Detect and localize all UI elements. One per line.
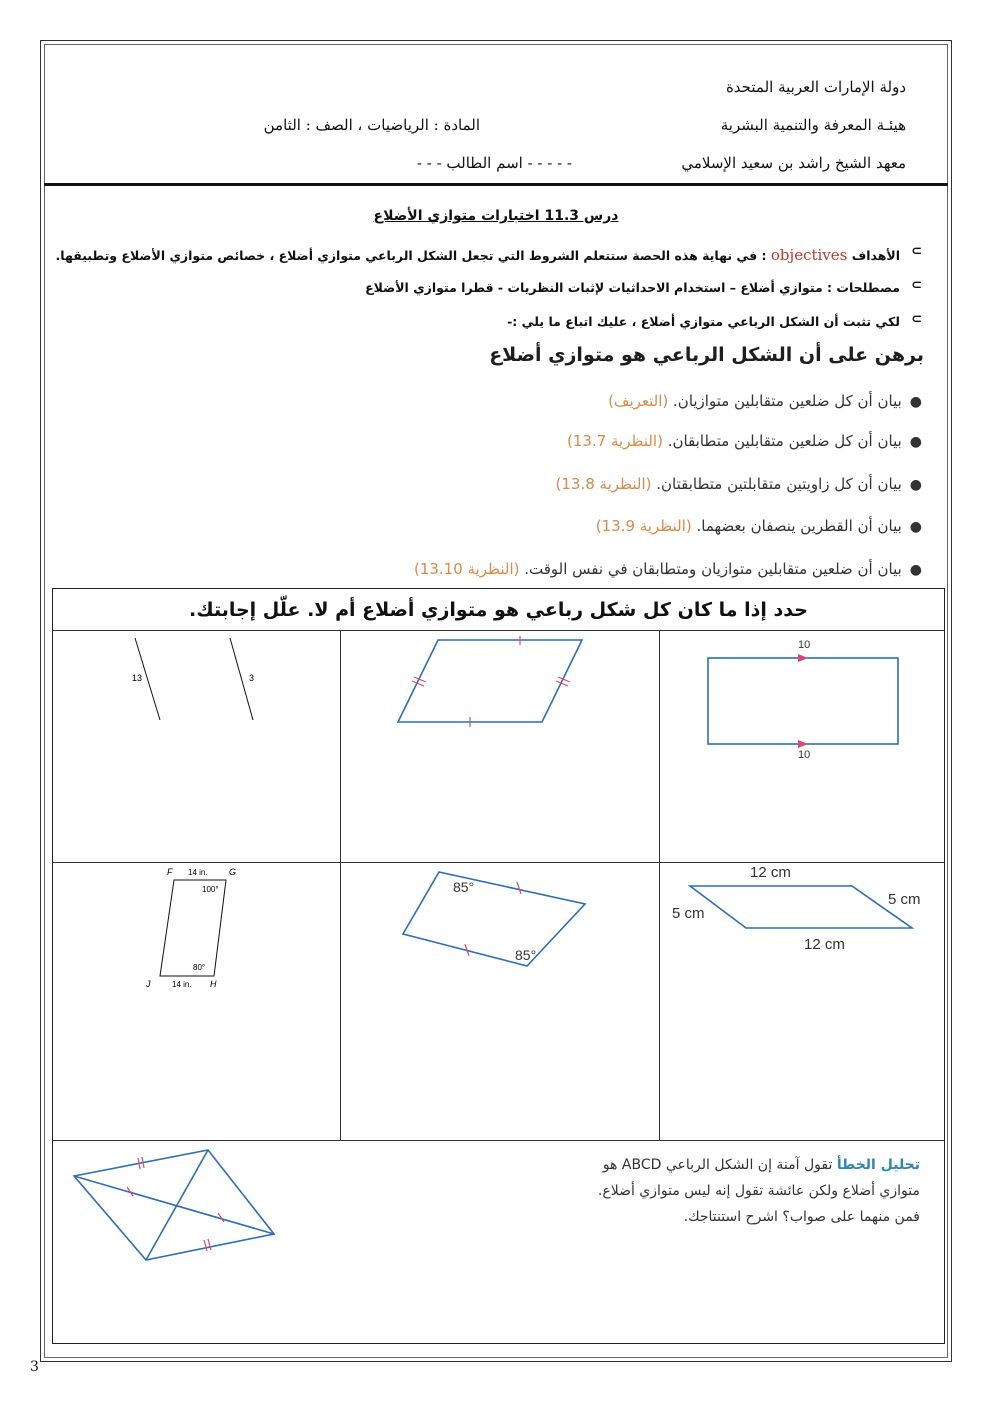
rectangle-shape [708, 658, 898, 744]
tick-mark [208, 1239, 211, 1250]
tick-mark [517, 882, 521, 894]
grid-divider [340, 630, 341, 1140]
grid-divider [659, 630, 660, 1140]
parallel-arrow-icon [798, 740, 808, 748]
diagonal [74, 1176, 274, 1234]
label-3: 3 [249, 673, 255, 683]
label-top-12cm: 12 cm [750, 864, 791, 881]
task-title: حدد إذا ما كان كل شكل رباعي هو متوازي أضلاع أم لا. علّل إجابتك. [189, 599, 808, 621]
tick-mark [204, 1240, 207, 1251]
lesson-title: درس 11.3 اختبارات متوازي الأضلاع [373, 208, 619, 224]
header-school: معهد الشيخ راشد بن سعيد الإسلامي [681, 154, 906, 172]
figure-parallelogram-ticks [390, 636, 590, 731]
label-13: 13 [132, 673, 143, 683]
label-J: J [146, 979, 151, 989]
proof-item: ●بيان أن القطرين ينصفان بعضهما. (النظرية 13.9) [595, 517, 922, 535]
proof-item: ●بيان أن كل ضلعين متقابلين متوازيان. (التعريف) [608, 392, 922, 410]
label-angle-80: 80° [193, 963, 206, 972]
header-subject: المادة : الرياضيات ، الصف : الثامن [263, 116, 480, 134]
label-G: G [229, 867, 237, 877]
label-top-length: 14 in. [188, 868, 208, 877]
figure-error-quadrilateral [66, 1146, 286, 1266]
label-left-5cm: 5 cm [672, 905, 705, 922]
header-student-name[interactable]: - - - - - اسم الطالب - - - [416, 154, 572, 172]
diagonal [146, 1150, 208, 1260]
objectives-word: objectives [770, 246, 848, 264]
arrow-bullet-icon: ⊂ [911, 312, 922, 327]
label-bottom-length: 14 in. [172, 980, 192, 989]
page-number: 3 [30, 1359, 39, 1375]
label-top-10: 10 [798, 639, 811, 651]
label-bottom-12cm: 12 cm [804, 936, 845, 953]
grid-divider [53, 1140, 944, 1141]
label-bottom-10: 10 [798, 749, 811, 761]
arrow-bullet-icon: ⊂ [911, 278, 922, 293]
figure-parallelogram-cm [668, 864, 938, 960]
header-divider [44, 183, 948, 186]
label-H: H [210, 979, 217, 989]
header-authority: هيئـة المعرفة والتنمية البشرية [720, 116, 906, 134]
parallel-arrow-icon [798, 654, 808, 662]
parallelogram-shape [398, 640, 582, 722]
proof-item: ●بيان أن كل ضلعين متقابلين متطابقان. (النظرية 13.7) [566, 432, 922, 450]
label-F: F [167, 867, 173, 877]
quadrilateral-shape [403, 872, 585, 966]
figure-slanted-lines [120, 636, 280, 726]
figure-rectangle-arrows [700, 636, 910, 764]
proof-item: ●بيان أن ضلعين متقابلين متوازيان ومتطابقان في نفس الوقت. (النظرية 13.10) [413, 560, 922, 578]
parallelogram-cm-shape [690, 886, 912, 928]
prove-intro-line: لكي تثبت أن الشكل الرباعي متوازي أضلاع ، عليك اتباع ما يلي :- [507, 314, 900, 329]
error-analysis-text: تحليل الخطأ تقول آمنة إن الشكل الرباعي ABCD هو متوازي أضلاع ولكن عائشة تقول إنه ليس متوازي أضلاع. فمن منهما على صواب؟ اشرح استنتاجك. [597, 1157, 920, 1225]
label-angle-100: 100° [202, 885, 219, 894]
header-country: دولة الإمارات العربية المتحدة [725, 78, 906, 96]
label-angle-85-bottom: 85° [515, 947, 537, 963]
figure-angles-quadrilateral [395, 866, 595, 972]
grid-divider [53, 630, 944, 631]
arrow-bullet-icon: ⊂ [911, 244, 922, 259]
fghj-shape [160, 880, 226, 976]
figure-fghj [140, 864, 250, 994]
label-right-5cm: 5 cm [888, 891, 921, 908]
label-angle-85-top: 85° [453, 879, 475, 895]
proof-item: ●بيان أن كل زاويتين متقابلتين متطابقتان. (النظرية 13.8) [555, 475, 922, 493]
proof-title: برهن على أن الشكل الرباعي هو متوازي أضلاع [489, 344, 924, 366]
objectives-line: الأهداف objectives : في نهاية هذه الحصة ستتعلم الشروط التي تجعل الشكل الرباعي متوازي أضلاع ، خصائص متوازي الأضلاع وتطبيقها. [55, 246, 900, 264]
error-analysis-label: تحليل الخطأ [836, 1157, 920, 1173]
terms-line: مصطلحات : متوازي أضلاع – استخدام الاحداثيات لإثبات النظريات - قطرا متوازي الأضلاع [365, 280, 900, 295]
grid-divider [53, 862, 944, 863]
